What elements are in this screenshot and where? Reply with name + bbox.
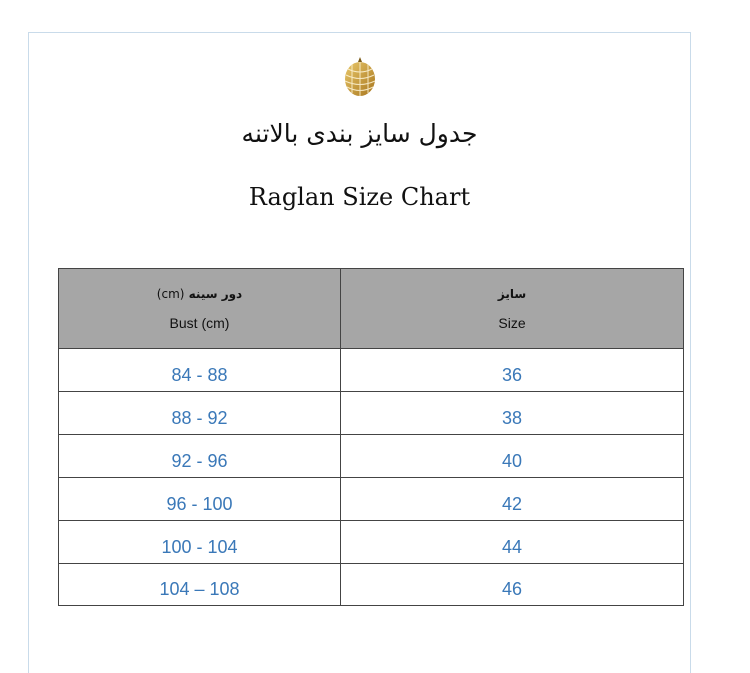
size-chart-table bbox=[58, 268, 684, 606]
page-title-english: Raglan Size Chart bbox=[248, 183, 471, 211]
table-row bbox=[59, 521, 684, 564]
size-cell: 38 bbox=[341, 392, 684, 435]
bust-header-persian: دور سینه bbox=[188, 286, 243, 301]
bust-cell: 96 - 100 bbox=[59, 478, 341, 521]
size-cell: 40 bbox=[341, 435, 684, 478]
bust-header-english: Bust (cm) bbox=[169, 314, 230, 331]
bust-column-header bbox=[59, 269, 341, 349]
table-row bbox=[59, 349, 684, 392]
bust-cell: 104 – 108 bbox=[59, 564, 341, 606]
document-page bbox=[28, 32, 691, 673]
size-column-header bbox=[341, 269, 684, 349]
bust-cell: 84 - 88 bbox=[59, 349, 341, 392]
size-header-persian: سایز bbox=[497, 286, 527, 301]
size-header-english: Size bbox=[498, 314, 526, 331]
size-cell: 36 bbox=[341, 349, 684, 392]
page-title-persian: جدول سایز بندی بالاتنه bbox=[241, 119, 478, 148]
table-row bbox=[59, 435, 684, 478]
size-cell: 42 bbox=[341, 478, 684, 521]
bust-header-unit: (cm) bbox=[156, 286, 185, 301]
size-cell: 46 bbox=[341, 564, 684, 606]
table-row bbox=[59, 478, 684, 521]
table-row bbox=[59, 564, 684, 606]
pinecone-icon bbox=[343, 55, 377, 99]
table-row bbox=[59, 392, 684, 435]
table-header-row bbox=[59, 269, 684, 349]
bust-cell: 88 - 92 bbox=[59, 392, 341, 435]
bust-cell: 100 - 104 bbox=[59, 521, 341, 564]
size-cell: 44 bbox=[341, 521, 684, 564]
bust-cell: 92 - 96 bbox=[59, 435, 341, 478]
